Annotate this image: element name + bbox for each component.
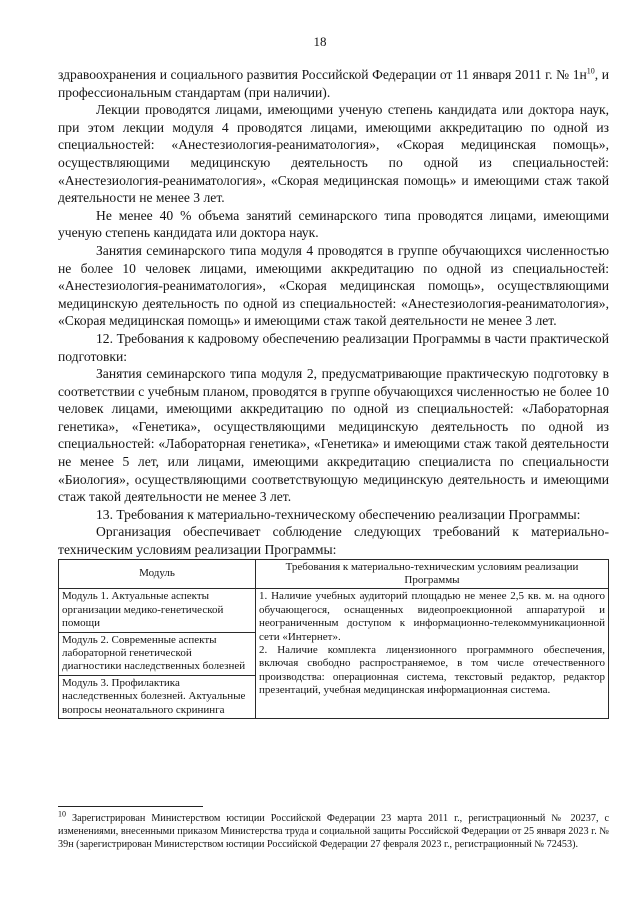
section-13-heading: 13. Требования к материально-техническому обеспечению реализации Программы: — [96, 506, 581, 522]
requirement-2: 2. Наличие комплекта лицензионного программного обеспечения, включая свободно распространяемое, в том числе отечественного производства: операционная система, текстовый редактор, редактор презентаций, учебная медицинская информационная система. — [259, 644, 605, 697]
footnote-marker: 10 — [58, 809, 66, 819]
requirements-cell — [256, 589, 609, 719]
document-body — [58, 66, 609, 719]
header-requirements: Требования к материально-техническим условиям реализации Программы — [256, 559, 609, 589]
module-1: Модуль 1. Актуальные аспекты организации медико-генетической помощи — [59, 589, 255, 632]
requirements-table — [58, 559, 609, 719]
footnote-reference: 10 — [586, 66, 595, 76]
module-3: Модуль 3. Профилактика наследственных болезней. Актуальные вопросы неонатального скрининга — [62, 676, 246, 716]
paragraph-continuation: здравоохранения и социального развития Российской Федерации от 11 января 2011 г. № $1н^{10}$, и профессиональным стандартам (при наличии). — [58, 66, 609, 100]
module-cell — [59, 589, 256, 719]
module-2: Модуль 2. Современные аспекты лабораторной генетической диагностики наследственных болезней — [59, 633, 255, 676]
paragraph-lectures: Лекции проводятся лицами, имеющими ученую степень кандидата или доктора наук, при этом лекции модуля 4 проводятся лицами, имеющими аккредитацию по одной из специальностей: «Анестезиология-реаниматология», «Скорая медицинская помощь», осуществляющими медицинскую деятельность по одной из специальностей: «Анестезиология-реаниматология», «Скорая медицинская помощь» и имеющими стаж такой деятельности не менее 3 лет. — [58, 102, 609, 206]
page-number: 18 — [313, 34, 327, 49]
footnote-text: Зарегистрирован Министерством юстиции Российской Федерации 23 марта 2011 г., регистрационный № 20237, с изменениями, внесенными приказом Министерства труда и социальной защиты Российской Федерации от 25 января 2023 г. № 39н (зарегистрирован Министерством юстиции Российской Федерации 27 февраля 2023 г., регистрационный № 72453). — [58, 813, 610, 851]
paragraph-organization: Организация обеспечивает соблюдение следующих требований к материально-техническим условиям реализации Программы: — [58, 524, 609, 558]
paragraph-module4-seminars: Занятия семинарского типа модуля 4 проводятся в группе обучающихся численностью не более 10 человек лицами, имеющими аккредитацию по одной из специальностей: «Анестезиология-реаниматология», «Скорая медицинская помощь», осуществляющими медицинскую деятельность по одной из специальностей: «Анестезиология-реаниматология», «Скорая медицинская помощь» и имеющими стаж такой деятельности не менее 3 лет. — [58, 242, 609, 329]
footnote — [58, 809, 610, 852]
table-header-row — [59, 559, 609, 589]
table-row — [59, 589, 609, 719]
paragraph-module2-practice: Занятия семинарского типа модуля 2, предусматривающие практическую подготовку в соответствии с учебным планом, проводятся в группе обучающихся численностью не более 10 человек лицами, имеющими аккредитацию по одной из специальностей: «Лабораторная генетика», «Генетика», осуществляющими медицинскую деятельность по одной из специальностей: «Лабораторная генетика», «Генетика» и имеющими стаж такой деятельности не менее 5 лет, или лицами, имеющими аккредитацию специалиста по специальности «Биология», осуществляющими соответствующую медицинскую деятельность и имеющими стаж такой деятельности не менее 3 лет. — [58, 366, 609, 505]
paragraph-seminar-share: Не менее 40 % объема занятий семинарского типа проводятся лицами, имеющими ученую степень кандидата или доктора наук. — [58, 207, 609, 241]
header-module: Модуль — [59, 559, 256, 589]
requirement-1: 1. Наличие учебных аудиторий площадью не менее 2,5 кв. м. на одного обучающегося, оснащенных видеопроекционной аппаратурой и неограниченным доступом к информационно-телекоммуникационной сети «Интернет». — [259, 590, 605, 643]
footnote-divider — [58, 806, 203, 807]
section-12-heading: 12. Требования к кадровому обеспечению реализации Программы в части практической подготовки: — [58, 330, 609, 364]
